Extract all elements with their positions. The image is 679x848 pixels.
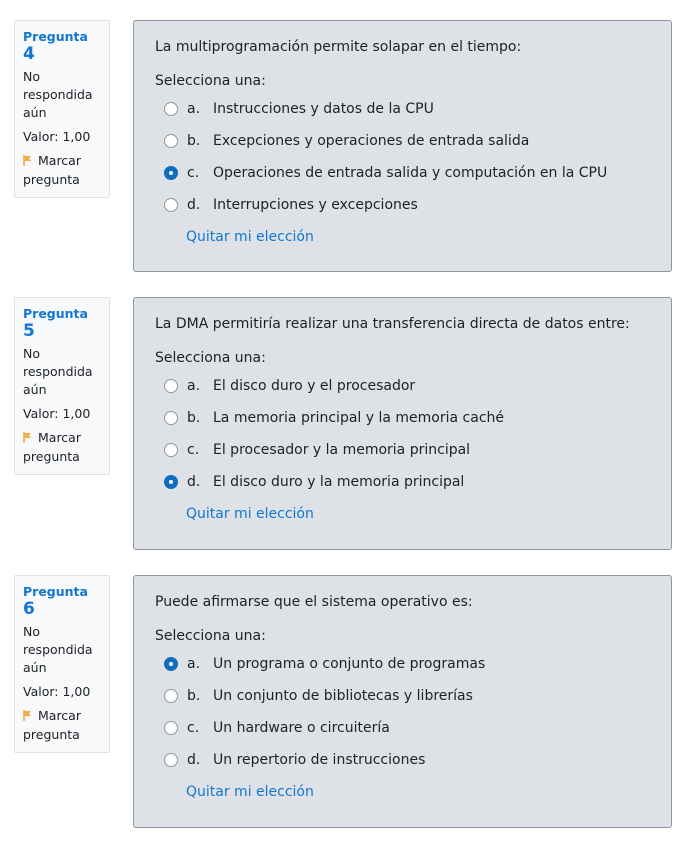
answer-option-d[interactable]: d. Interrupciones y excepciones	[155, 189, 651, 221]
answer-option-b[interactable]: b. La memoria principal y la memoria caché	[155, 402, 651, 434]
radio-button[interactable]	[164, 753, 178, 767]
answer-option-a[interactable]: a. El disco duro y el procesador	[155, 370, 651, 402]
question-text: Puede afirmarse que el sistema operativo es:	[155, 594, 473, 610]
question-state: No respondida aún	[23, 69, 93, 120]
flag-question-link[interactable]: Marcar pregunta	[23, 430, 81, 464]
question-state: No respondida aún	[23, 624, 93, 675]
question-content	[133, 20, 672, 272]
flag-question-link[interactable]: Marcar pregunta	[23, 708, 81, 742]
flag-icon[interactable]	[23, 430, 33, 448]
radio-button[interactable]	[164, 102, 178, 116]
question-text: La multiprogramación permite solapar en el tiempo:	[155, 39, 522, 55]
answer-option-c[interactable]: c. Operaciones de entrada salida y computación en la CPU	[155, 157, 651, 189]
question-number: Pregunta 6	[23, 584, 88, 619]
radio-button[interactable]	[164, 411, 178, 425]
radio-button[interactable]	[164, 689, 178, 703]
question-grade: Valor: 1,00	[23, 129, 91, 144]
answer-prompt: Selecciona una:	[155, 350, 266, 366]
answer-prompt: Selecciona una:	[155, 628, 266, 644]
question-grade: Valor: 1,00	[23, 406, 91, 421]
clear-choice-link[interactable]: Quitar mi elección	[186, 229, 314, 245]
question-text: La DMA permitiría realizar una transferencia directa de datos entre:	[155, 316, 630, 332]
radio-button[interactable]	[164, 721, 178, 735]
radio-button-selected[interactable]	[164, 657, 178, 671]
radio-button[interactable]	[164, 379, 178, 393]
radio-button[interactable]	[164, 443, 178, 457]
answer-option-d[interactable]: d. El disco duro y la memoria principal	[155, 466, 651, 498]
radio-button[interactable]	[164, 198, 178, 212]
radio-button-selected[interactable]	[164, 475, 178, 489]
clear-choice-link[interactable]: Quitar mi elección	[186, 506, 314, 522]
question-number: Pregunta 5	[23, 306, 88, 341]
question-content	[133, 297, 672, 550]
clear-choice-link[interactable]: Quitar mi elección	[186, 784, 314, 800]
flag-icon[interactable]	[23, 708, 33, 726]
answer-option-c[interactable]: c. Un hardware o circuitería	[155, 712, 651, 744]
answer-option-a[interactable]: a. Instrucciones y datos de la CPU	[155, 93, 651, 125]
question-grade: Valor: 1,00	[23, 684, 91, 699]
answer-option-a[interactable]: a. Un programa o conjunto de programas	[155, 648, 651, 680]
radio-button-selected[interactable]	[164, 166, 178, 180]
question-info	[14, 575, 110, 753]
question-content	[133, 575, 672, 828]
answer-prompt: Selecciona una:	[155, 73, 266, 89]
answer-option-b[interactable]: b. Excepciones y operaciones de entrada salida	[155, 125, 651, 157]
flag-icon[interactable]	[23, 153, 33, 171]
question-info	[14, 297, 110, 475]
radio-button[interactable]	[164, 134, 178, 148]
answer-option-c[interactable]: c. El procesador y la memoria principal	[155, 434, 651, 466]
flag-question-link[interactable]: Marcar pregunta	[23, 153, 81, 187]
question-state: No respondida aún	[23, 346, 93, 397]
answer-option-b[interactable]: b. Un conjunto de bibliotecas y librerías	[155, 680, 651, 712]
answer-option-d[interactable]: d. Un repertorio de instrucciones	[155, 744, 651, 776]
question-number: Pregunta 4	[23, 29, 88, 64]
question-info	[14, 20, 110, 198]
